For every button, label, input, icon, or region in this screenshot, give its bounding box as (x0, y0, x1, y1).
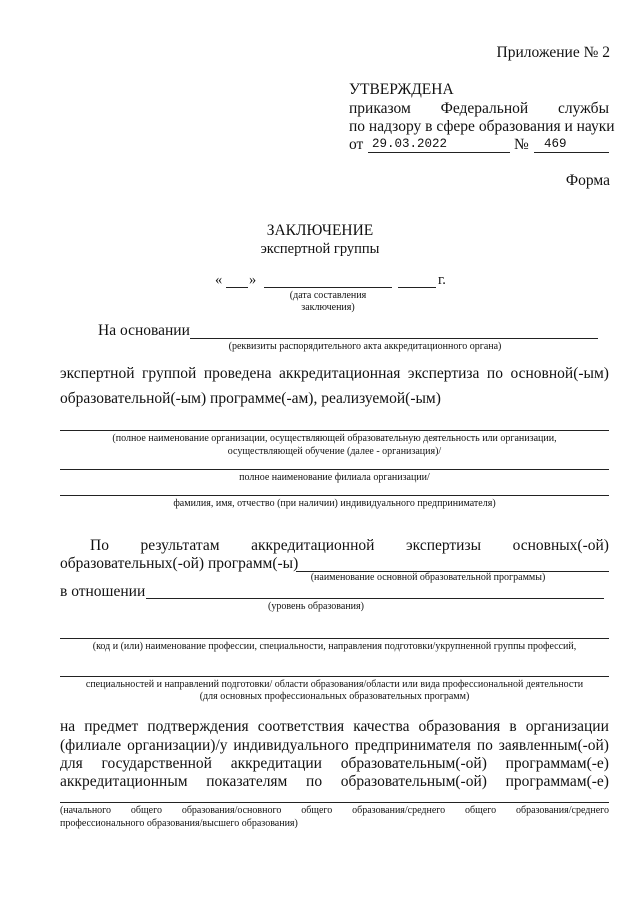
entrepreneur-line (60, 495, 609, 496)
date-prefix: от (349, 136, 364, 153)
subject-word: соответствия (257, 718, 345, 735)
basis-line (190, 338, 598, 339)
subject-word: заявленным(-ой) (498, 737, 609, 754)
final-caption-word: общего (130, 805, 162, 816)
subject-word: индивидуального (233, 737, 349, 754)
subject-word: по (476, 737, 493, 754)
subject-word: образовательным(-ой) (340, 755, 487, 772)
org-caption-1: (полное наименование организации, осуществляющей образовательную деятельность или организации, (112, 433, 557, 444)
basis-caption: (реквизиты распорядительного акта аккредитационного органа) (228, 341, 502, 352)
final-caption-word: общего (465, 805, 497, 816)
subject-word: аккредитации (230, 755, 322, 772)
subject-word: показателям (206, 773, 288, 790)
subject-word: организации (525, 718, 609, 735)
expertise-word: по (486, 365, 503, 382)
subject-line1 (60, 718, 609, 736)
subject-word: на (60, 718, 76, 735)
document-subtitle: экспертной группы (260, 241, 380, 257)
subject-word: предпринимателя (354, 737, 471, 754)
order-number: 469 (544, 137, 567, 151)
expertise-word: проведена (203, 365, 272, 382)
specialties-caption-2: (для основных профессиональных образовательных программ) (199, 691, 470, 702)
org-caption-2: осуществляющей обучение (далее - организация)/ (227, 446, 442, 457)
month-line (264, 287, 392, 288)
subject-word: государственной (101, 755, 212, 772)
approved-word: Федеральной (440, 100, 529, 117)
approved-word: приказом (349, 100, 411, 117)
final-caption-line1 (60, 805, 609, 816)
education-type-line (60, 802, 609, 803)
subject-word: образования (418, 718, 501, 735)
approved-title: УТВЕРЖДЕНА (349, 81, 454, 98)
specialties-caption-1: специальностей и направлений подготовки/ области образования/области или вида профессиональной деятельности (85, 679, 584, 690)
profession-code-caption: (код и (или) наименование профессии, специальности, направления подготовки/укрупненной группы профессий, (92, 641, 577, 652)
open-quote: « (215, 272, 223, 288)
order-date: 29.03.2022 (372, 137, 448, 151)
expertise-word: основной(-ым) (510, 365, 609, 382)
subject-word: в (509, 718, 517, 735)
basis-label: На основании (98, 322, 190, 339)
branch-name-line (60, 469, 609, 470)
subject-word: (филиале (60, 737, 122, 754)
subject-line4 (60, 773, 609, 791)
subject-word: программам(-е) (505, 773, 609, 790)
final-caption-line2: профессионального образования/высшего образования) (60, 818, 298, 829)
order-date-line (368, 152, 510, 153)
final-caption-word: образования/основного (181, 805, 282, 816)
number-prefix: № (514, 136, 529, 153)
results-line2: образовательных(-ой) программ(-ы) (60, 555, 299, 572)
expertise-line1 (60, 365, 609, 383)
subject-word: аккредитационным (60, 773, 188, 790)
subject-word: подтверждения (147, 718, 249, 735)
expertise-line2: образовательной(-ым) программе(-ам), реализуемой(-ым) (60, 390, 441, 407)
entrepreneur-caption: фамилия, имя, отчество (при наличии) индивидуального предпринимателя) (173, 498, 496, 509)
date-caption-1: (дата составления (289, 290, 367, 301)
expertise-word: экспертиза (407, 365, 480, 382)
approved-line2: по надзору в сфере образования и науки (349, 118, 615, 135)
education-level-line (146, 598, 604, 599)
final-caption-word: образования/среднего (515, 805, 609, 816)
subject-line2 (60, 737, 609, 755)
subject-word: программам(-е) (505, 755, 609, 772)
results-word: результатам (140, 537, 220, 554)
year-suffix: г. (438, 272, 446, 288)
approved-word: службы (558, 100, 609, 117)
results-word: аккредитационной (251, 537, 375, 554)
subject-word: для (60, 755, 83, 772)
subject-line3 (60, 755, 609, 773)
close-quote: » (249, 272, 257, 288)
results-word: экспертизы (406, 537, 482, 554)
date-caption-2: заключения) (301, 302, 355, 313)
final-caption-word: (начального (60, 805, 112, 816)
results-word: По (90, 537, 109, 554)
subject-word: образовательным(-ой) (340, 773, 487, 790)
specialties-line (60, 676, 609, 677)
org-name-line (60, 430, 609, 431)
education-level-caption: (уровень образования) (268, 601, 364, 612)
profession-code-line (60, 638, 609, 639)
appendix-label: Приложение № 2 (496, 44, 610, 61)
expertise-word: аккредитационная (279, 365, 401, 382)
subject-word: по (306, 773, 323, 790)
subject-word: качества (353, 718, 410, 735)
expertise-word: экспертной (60, 365, 135, 382)
document-title: ЗАКЛЮЧЕНИЕ (266, 222, 374, 239)
regarding-label: в отношении (60, 583, 146, 600)
subject-word: предмет (84, 718, 139, 735)
final-caption-word: общего (301, 805, 333, 816)
final-caption-word: образования/среднего (352, 805, 446, 816)
day-line (226, 287, 248, 288)
order-number-line (534, 152, 609, 153)
branch-caption: полное наименование филиала организации/ (239, 472, 430, 483)
results-word: основных(-ой) (512, 537, 609, 554)
form-label: Форма (565, 172, 610, 189)
results-line1 (90, 537, 609, 555)
subject-word: организации)/у (127, 737, 228, 754)
approved-line1 (349, 100, 609, 118)
program-caption: (наименование основной образовательной программы) (310, 572, 546, 583)
year-line (398, 287, 436, 288)
expertise-word: группой (142, 365, 197, 382)
